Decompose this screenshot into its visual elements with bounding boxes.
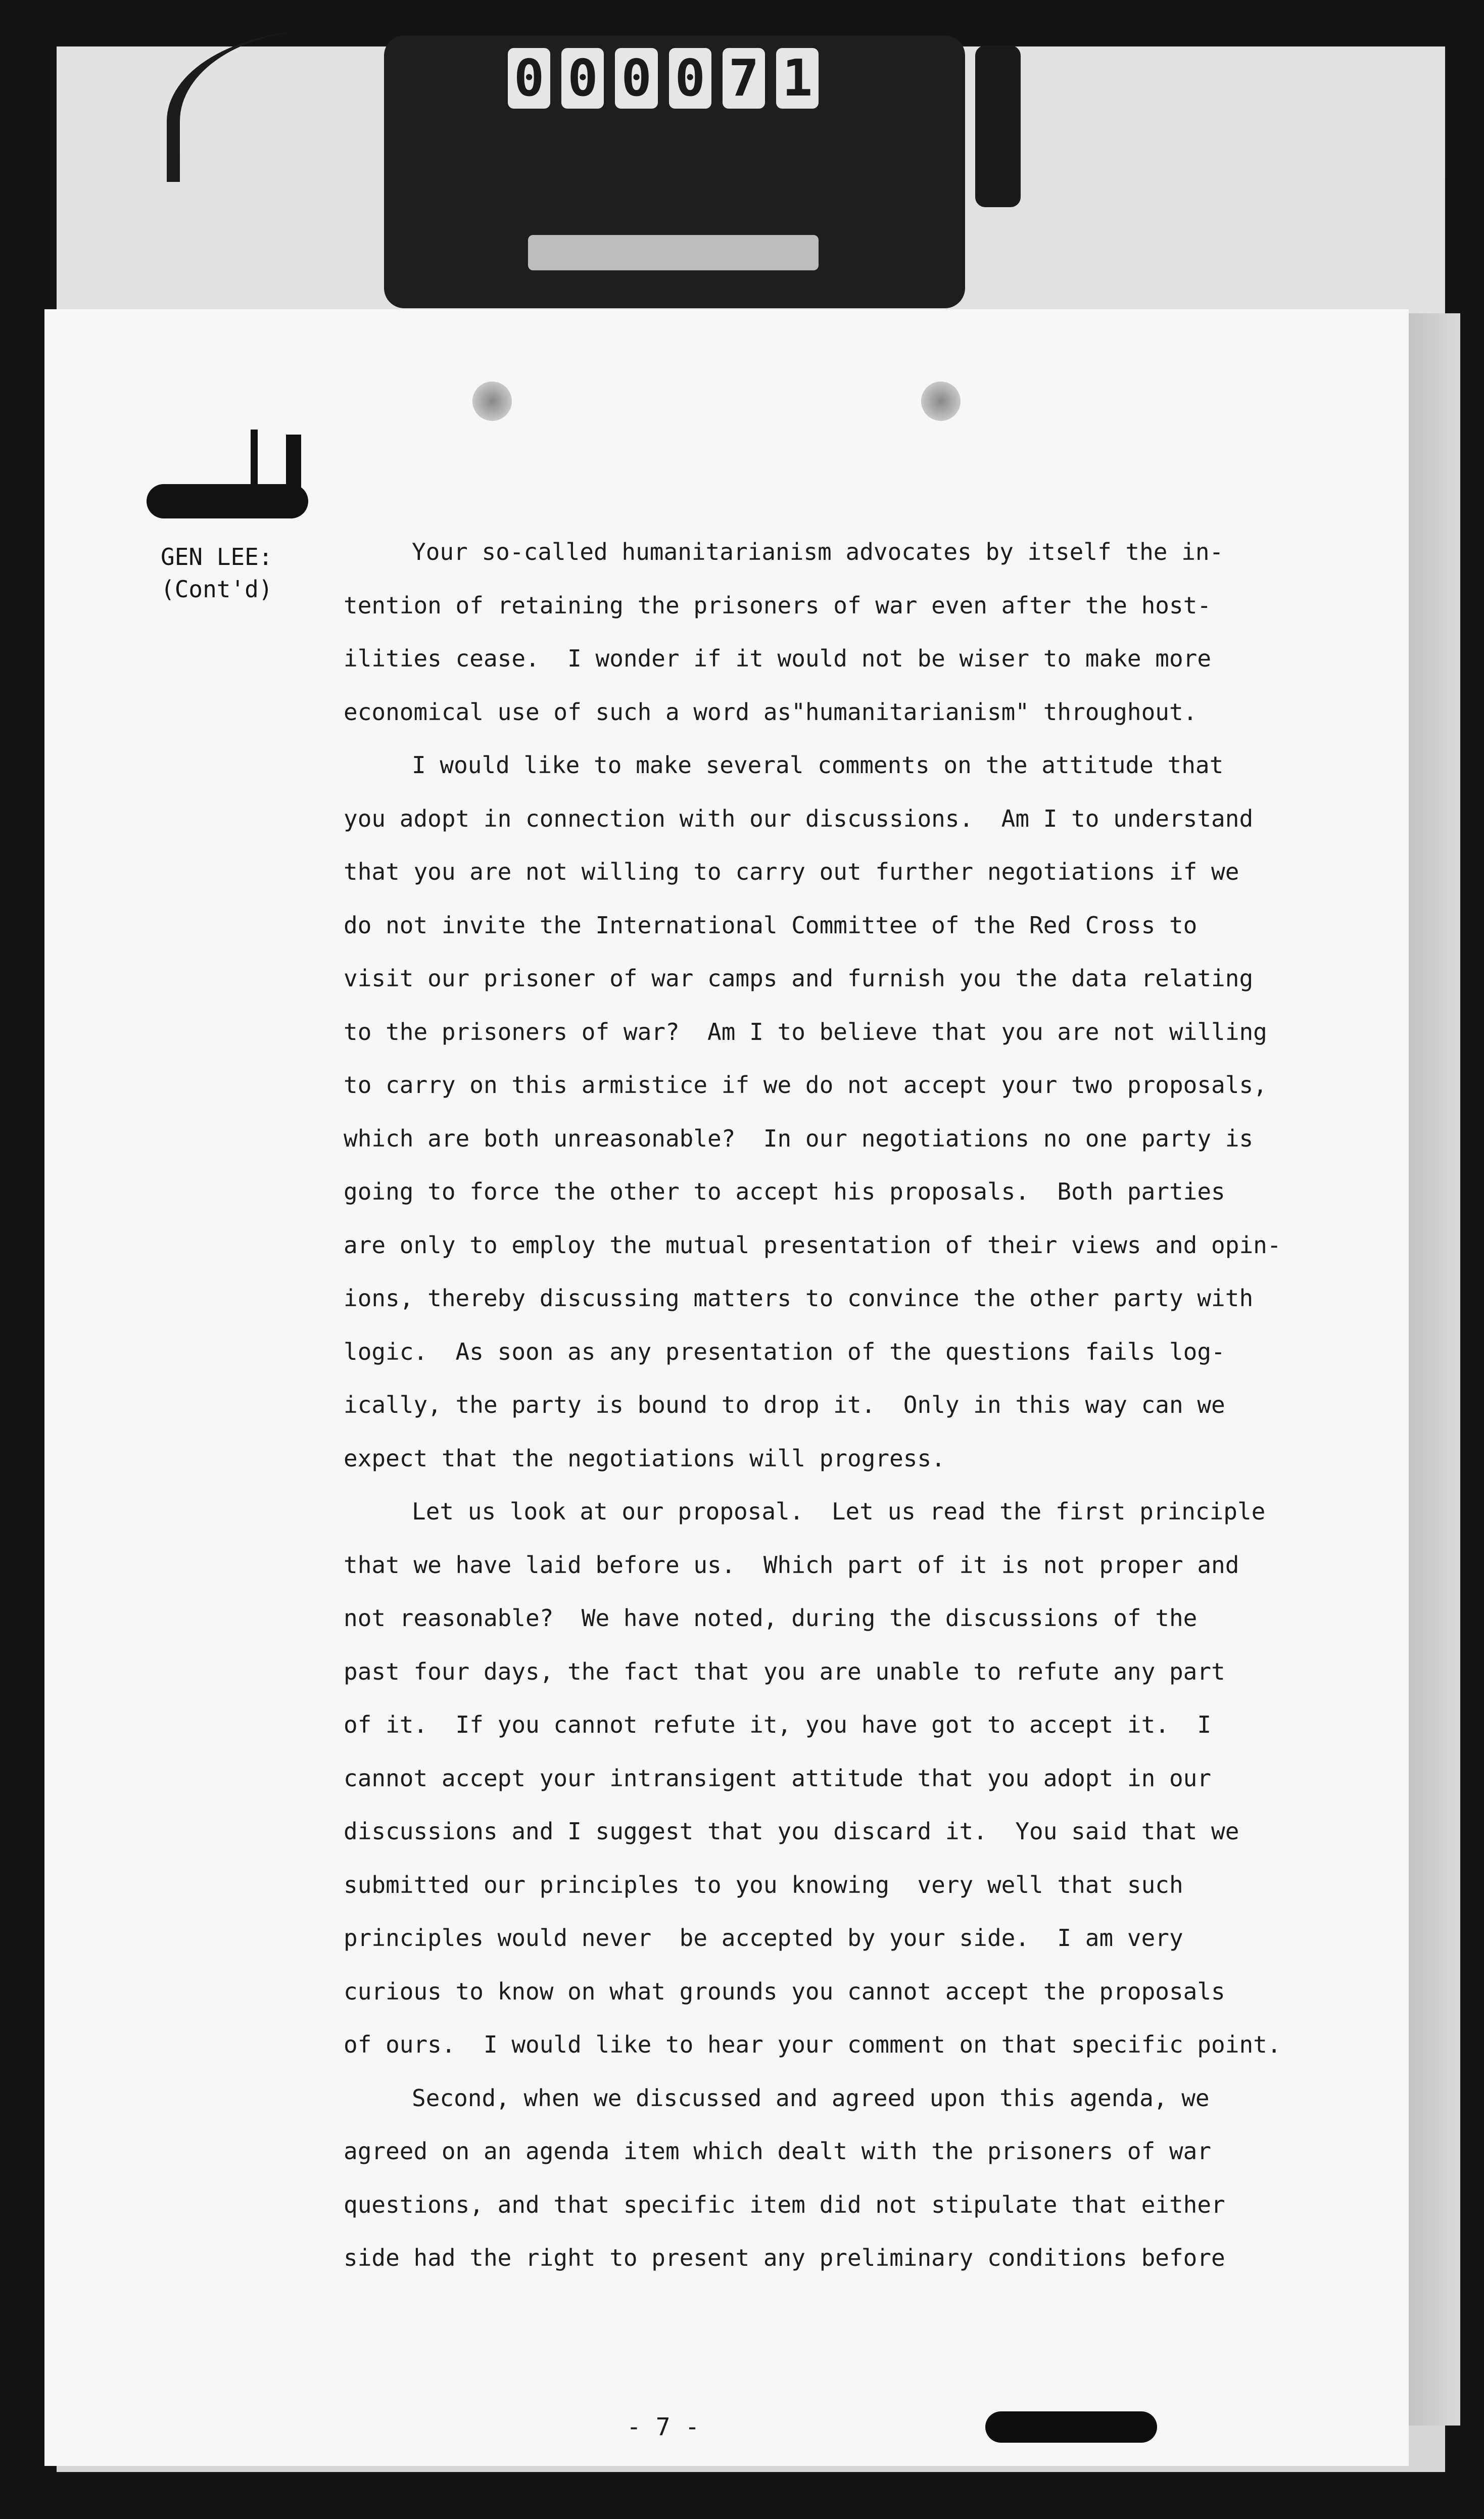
page-number: - 7 - <box>627 2413 700 2441</box>
text-line: submitted our principles to you knowing very well that such <box>344 1871 1183 1898</box>
text-line: logic. As soon as any presentation of the questions fails log- <box>344 1338 1225 1365</box>
counter-digit: 0 <box>561 48 604 109</box>
redaction-mark <box>985 2411 1157 2443</box>
text-line: to the prisoners of war? Am I to believe that you are not willing <box>344 1018 1267 1045</box>
counter-digit: 0 <box>508 48 550 109</box>
text-line: principles would never be accepted by your side. I am very <box>344 1924 1183 1952</box>
text-line: of ours. I would like to hear your comment on that specific point. <box>344 2031 1281 2058</box>
text-line: discussions and I suggest that you discard it. You said that we <box>344 1818 1239 1845</box>
speaker-name: GEN LEE: <box>161 543 273 571</box>
text-line: side had the right to present any preliminary conditions before <box>344 2244 1225 2271</box>
text-line: cannot accept your intransigent attitude that you adopt in our <box>344 1764 1212 1792</box>
counter-digit: 7 <box>723 48 765 109</box>
text-line: that you are not willing to carry out further negotiations if we <box>344 858 1239 885</box>
text-line: economical use of such a word as"humanitarianism" throughout. <box>344 698 1198 726</box>
text-line: visit our prisoner of war camps and furnish you the data relating <box>344 965 1254 992</box>
text-line: I would like to make several comments on the attitude that <box>412 751 1224 779</box>
text-line: expect that the negotiations will progress. <box>344 1444 945 1472</box>
text-line: that we have laid before us. Which part of it is not proper and <box>344 1551 1239 1579</box>
text-line: Second, when we discussed and agreed upon this agenda, we <box>412 2084 1210 2112</box>
text-line: going to force the other to accept his proposals. Both parties <box>344 1178 1225 1205</box>
text-line: of it. If you cannot refute it, you have got to accept it. I <box>344 1711 1212 1738</box>
frame-counter-digits <box>508 48 819 109</box>
text-line: you adopt in connection with our discussions. Am I to understand <box>344 804 1254 832</box>
text-line: which are both unreasonable? In our negotiations no one party is <box>344 1124 1254 1152</box>
text-line: Your so-called humanitarianism advocates by itself the in- <box>412 538 1224 565</box>
text-line: not reasonable? We have noted, during the discussions of the <box>344 1604 1198 1632</box>
redaction-mark <box>147 484 308 518</box>
counter-label-plate <box>528 235 819 270</box>
text-line: curious to know on what grounds you cannot accept the proposals <box>344 1977 1225 2005</box>
counter-digit: 0 <box>669 48 711 109</box>
text-line: ilities cease. I wonder if it would not be wiser to make more <box>344 645 1212 672</box>
text-line: Let us look at our proposal. Let us read the first principle <box>412 1498 1266 1525</box>
text-line: past four days, the fact that you are unable to refute any part <box>344 1657 1225 1685</box>
text-line: ions, thereby discussing matters to convince the other party with <box>344 1285 1254 1312</box>
text-line: to carry on this armistice if we do not accept your two proposals, <box>344 1071 1267 1099</box>
text-line: do not invite the International Committee of the Red Cross to <box>344 911 1198 939</box>
text-line: ically, the party is bound to drop it. Only in this way can we <box>344 1391 1225 1418</box>
text-line: are only to employ the mutual presentation of their views and opin- <box>344 1231 1281 1259</box>
speaker-label <box>161 541 273 605</box>
text-line: tention of retaining the prisoners of war even after the host- <box>344 591 1212 619</box>
speaker-continued: (Cont'd) <box>161 576 273 603</box>
counter-digit: 0 <box>615 48 657 109</box>
punch-hole <box>921 382 961 421</box>
text-line: questions, and that specific item did not stipulate that either <box>344 2191 1225 2218</box>
punch-hole <box>472 382 512 421</box>
text-line: agreed on an agenda item which dealt with the prisoners of war <box>344 2137 1212 2165</box>
transcript-body <box>344 526 1281 2285</box>
counter-digit: 1 <box>776 48 819 109</box>
counter-knob <box>975 45 1021 207</box>
